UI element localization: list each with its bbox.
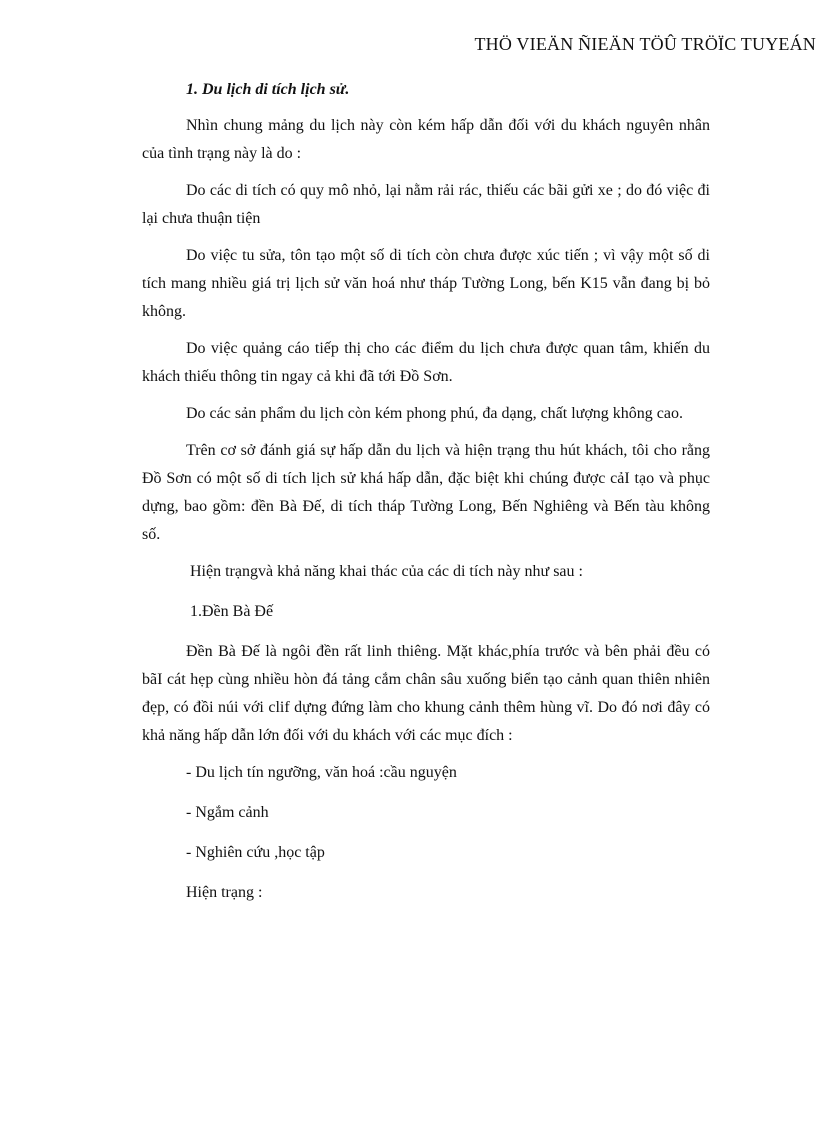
description-paragraph: Đền Bà Đế là ngôi đền rất linh thiêng. Mặt khác,phía trước và bên phải đều có bãI cát hẹp cùng nhiều hòn đá tảng cắm chân sâu xuống biển tạo cảnh quan thiên nhiên đẹp, có đồi núi với clif dựng đứng làm cho khung cảnh thêm hùng vĩ. Do đó nơi đây có khả năng hấp dẫn lớn đối với du khách với các mục đích : bbox=[142, 643, 710, 744]
bullet-item: - Nghiên cứu ,học tập bbox=[186, 844, 325, 861]
page-header-title: THÖ VIEÄN ÑIEÄN TÖÛ TRÖÏC TUYEÁN bbox=[474, 34, 816, 54]
paragraph: Trên cơ sở đánh giá sự hấp dẫn du lịch và hiện trạng thu hút khách, tôi cho rằng Đồ Sơn có một số di tích lịch sử khá hấp dẫn, đặc biệt khi chúng được cảI tạo và phục dựng, bao gồm: đền Bà Đế, di tích tháp Tường Long, Bến Nghiêng và Bến tàu không số. bbox=[142, 442, 710, 543]
document-body bbox=[142, 76, 710, 919]
section-heading: 1. Du lịch di tích lịch sử. bbox=[186, 81, 350, 98]
subheading: 1.Đền Bà Đế bbox=[190, 603, 274, 620]
closing-line: Hiện trạng : bbox=[186, 884, 263, 901]
paragraph: Do việc quảng cáo tiếp thị cho các điểm du lịch chưa được quan tâm, khiến du khách thiếu thông tin ngay cả khi đã tới Đồ Sơn. bbox=[142, 340, 710, 385]
paragraph: Do các di tích có quy mô nhỏ, lại nằm rải rác, thiếu các bãi gửi xe ; do đó việc đi lại chưa thuận tiện bbox=[142, 182, 710, 227]
status-line: Hiện trạngvà khả năng khai thác của các di tích này như sau : bbox=[190, 563, 583, 580]
paragraph: Do việc tu sửa, tôn tạo một số di tích còn chưa được xúc tiến ; vì vậy một số di tích mang nhiều giá trị lịch sử văn hoá như tháp Tường Long, bến K15 vẫn đang bị bỏ không. bbox=[142, 247, 710, 320]
paragraph: Nhìn chung mảng du lịch này còn kém hấp dẫn đối với du khách nguyên nhân của tình trạng này là do : bbox=[142, 117, 710, 162]
paragraph: Do các sản phẩm du lịch còn kém phong phú, đa dạng, chất lượng không cao. bbox=[186, 405, 684, 422]
bullet-item: - Ngắm cảnh bbox=[186, 804, 269, 821]
bullet-item: - Du lịch tín ngưỡng, văn hoá :cầu nguyện bbox=[186, 764, 457, 781]
